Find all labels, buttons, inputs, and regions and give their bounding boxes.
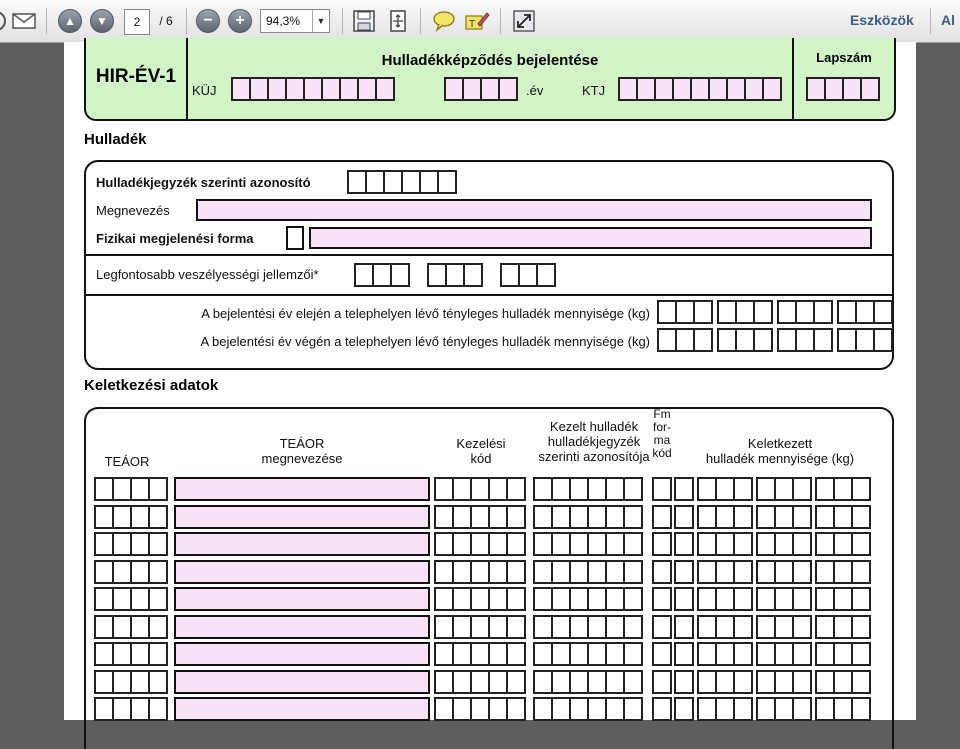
chevron-down-icon: ▼ [312, 10, 329, 32]
qty-field-3[interactable] [815, 697, 869, 721]
form-code-field[interactable] [652, 670, 670, 694]
page-number-input[interactable] [124, 9, 150, 35]
sign-link[interactable]: Al [941, 12, 955, 28]
col-fm-line: Fm [653, 407, 671, 421]
qty-sign-field[interactable] [674, 560, 692, 584]
teaor-code-field[interactable] [94, 587, 166, 611]
col-fm-line: for- [653, 420, 671, 434]
form-header [84, 38, 896, 121]
hazard-field-1[interactable] [354, 263, 408, 287]
qty-field-2[interactable] [756, 615, 810, 639]
form-code-field[interactable] [652, 560, 670, 584]
qty-field-1[interactable] [697, 670, 751, 694]
qty-field-1[interactable] [697, 505, 751, 529]
teaor-code-field[interactable] [94, 642, 166, 666]
treated-id-field[interactable] [533, 477, 641, 501]
treated-id-field[interactable] [533, 642, 641, 666]
col-handling-line: Kezelési [456, 436, 506, 451]
waste-name-label: Megnevezés [96, 203, 170, 218]
comment-icon[interactable] [432, 9, 456, 33]
pdf-toolbar [0, 0, 960, 43]
toolbar-separator [930, 8, 931, 34]
qty-sign-field[interactable] [674, 642, 692, 666]
form-code-field[interactable] [652, 505, 670, 529]
treated-id-field[interactable] [533, 532, 641, 556]
treated-id-field[interactable] [533, 670, 641, 694]
tools-link[interactable]: Eszközök [850, 12, 914, 28]
teaor-name-input[interactable] [174, 560, 430, 584]
qty-field-3[interactable] [815, 532, 869, 556]
col-treated-line: hulladékjegyzék [547, 434, 641, 449]
physical-form-input[interactable] [309, 227, 872, 249]
generation-table [84, 407, 894, 749]
handling-code-field[interactable] [434, 697, 524, 721]
table-row [86, 642, 892, 666]
waste-id-field[interactable] [347, 170, 455, 194]
qty-field-2[interactable] [756, 642, 810, 666]
col-teaor-name [174, 436, 430, 466]
col-fm-line: ma [653, 433, 671, 447]
qty-field-1[interactable] [697, 560, 751, 584]
qty-field-1[interactable] [697, 697, 751, 721]
waste-section-title: Hulladék [84, 131, 147, 148]
toolbar-separator [420, 8, 421, 34]
page-number-value: 2 [133, 15, 141, 29]
treated-id-field[interactable] [533, 587, 641, 611]
form-code-field[interactable] [652, 477, 670, 501]
teaor-code-field[interactable] [94, 505, 166, 529]
page-number-label: Lapszám [816, 50, 872, 65]
kuj-label: KÜJ [192, 83, 217, 98]
col-teaor: TEÁOR [104, 454, 150, 469]
form-title: Hulladékképződés bejelentése [381, 52, 599, 69]
waste-box [84, 160, 894, 370]
qty-field-3[interactable] [815, 560, 869, 584]
end-qty-field[interactable] [657, 328, 891, 352]
hazard-field-2[interactable] [427, 263, 481, 287]
waste-divider [86, 254, 892, 256]
qty-field-2[interactable] [756, 532, 810, 556]
qty-field-3[interactable] [815, 505, 869, 529]
qty-sign-field[interactable] [674, 670, 692, 694]
col-teaor-name-line: TEÁOR [279, 436, 325, 451]
ktj-field[interactable] [618, 77, 780, 101]
page-number-field[interactable] [806, 77, 878, 101]
physical-form-code[interactable] [286, 226, 304, 250]
waste-divider [86, 294, 892, 296]
teaor-name-input[interactable] [174, 697, 430, 721]
col-treated-line: Kezelt hulladék [549, 419, 639, 434]
handling-code-field[interactable] [434, 642, 524, 666]
form-code-field[interactable] [652, 587, 670, 611]
qty-field-3[interactable] [815, 670, 869, 694]
generation-section-title: Keletkezési adatok [84, 377, 219, 394]
toolbar-separator [186, 8, 187, 34]
qty-field-2[interactable] [756, 697, 810, 721]
teaor-name-input[interactable] [174, 505, 430, 529]
form-code-field[interactable] [652, 615, 670, 639]
handling-code-field[interactable] [434, 477, 524, 501]
table-row [86, 505, 892, 529]
toolbar-separator [46, 8, 47, 34]
teaor-code-field[interactable] [94, 615, 166, 639]
ktj-label: KTJ [582, 83, 606, 98]
col-treated-id [526, 419, 662, 464]
table-row [86, 477, 892, 501]
mail-icon[interactable] [12, 9, 36, 33]
table-row [86, 532, 892, 556]
qty-sign-field[interactable] [674, 505, 692, 529]
fullscreen-icon[interactable] [512, 9, 536, 33]
qty-field-3[interactable] [815, 477, 869, 501]
form-code-field[interactable] [652, 532, 670, 556]
header-divider [186, 38, 188, 119]
teaor-name-input[interactable] [174, 615, 430, 639]
zoom-select[interactable] [260, 9, 330, 33]
highlight-icon[interactable] [464, 9, 490, 33]
qty-field-1[interactable] [697, 532, 751, 556]
teaor-name-input[interactable] [174, 477, 430, 501]
teaor-code-field[interactable] [94, 697, 166, 721]
page-down-icon[interactable]: ▼ [90, 9, 114, 33]
treated-id-field[interactable] [533, 505, 641, 529]
zoom-out-icon[interactable]: − [196, 9, 220, 33]
physical-form-label: Fizikai megjelenési forma [96, 231, 254, 246]
handling-code-field[interactable] [434, 532, 524, 556]
qty-sign-field[interactable] [674, 615, 692, 639]
table-row [86, 670, 892, 694]
form-code-field[interactable] [652, 697, 670, 721]
teaor-name-input[interactable] [174, 670, 430, 694]
qty-sign-field[interactable] [674, 697, 692, 721]
col-quantity [682, 436, 878, 466]
start-qty-label: A bejelentési év elején a telephelyen lévő tényleges hulladék mennyisége (kg) [201, 306, 650, 321]
table-row [86, 587, 892, 611]
handling-code-field[interactable] [434, 560, 524, 584]
col-form-code [650, 408, 674, 460]
table-row [86, 697, 892, 721]
form-code: HIR-ÉV-1 [95, 66, 177, 87]
teaor-code-field[interactable] [94, 477, 166, 501]
treated-id-field[interactable] [533, 615, 641, 639]
waste-name-input[interactable] [196, 199, 872, 221]
year-field[interactable] [444, 77, 516, 101]
treated-id-field[interactable] [533, 560, 641, 584]
zoom-in-icon[interactable]: + [228, 9, 252, 33]
col-teaor-name-line: megnevezése [261, 451, 343, 466]
handling-code-field[interactable] [434, 670, 524, 694]
qty-field-2[interactable] [756, 587, 810, 611]
handling-code-field[interactable] [434, 587, 524, 611]
handling-code-field[interactable] [434, 615, 524, 639]
year-label: .év [526, 83, 544, 98]
qty-field-2[interactable] [756, 560, 810, 584]
teaor-code-field[interactable] [94, 670, 166, 694]
col-handling-code [436, 436, 526, 466]
qty-field-1[interactable] [697, 587, 751, 611]
zoom-value: 94,3% [266, 14, 301, 28]
pdf-page [64, 42, 916, 720]
table-row [86, 560, 892, 584]
form-code-field[interactable] [652, 642, 670, 666]
col-treated-line: szerinti azonosítója [538, 449, 650, 464]
kuj-field[interactable] [231, 77, 393, 101]
toolbar-separator [342, 8, 343, 34]
teaor-code-field[interactable] [94, 560, 166, 584]
qty-sign-field[interactable] [674, 532, 692, 556]
qty-sign-field[interactable] [674, 587, 692, 611]
page-total: / 6 [159, 14, 173, 28]
hazard-field-3[interactable] [500, 263, 554, 287]
qty-field-1[interactable] [697, 477, 751, 501]
teaor-name-input[interactable] [174, 587, 430, 611]
qty-field-3[interactable] [815, 642, 869, 666]
page-up-icon[interactable]: ▲ [58, 9, 82, 33]
col-fm-line: kód [652, 446, 672, 460]
svg-text:T: T [469, 19, 476, 30]
qty-field-2[interactable] [756, 505, 810, 529]
fit-page-icon[interactable] [386, 9, 410, 33]
col-qty-line: Keletkezett [747, 436, 813, 451]
qty-field-1[interactable] [697, 642, 751, 666]
teaor-name-input[interactable] [174, 642, 430, 666]
col-qty-line: hulladék mennyisége (kg) [705, 451, 855, 466]
qty-field-2[interactable] [756, 477, 810, 501]
handling-code-field[interactable] [434, 505, 524, 529]
hazard-label: Legfontosabb veszélyességi jellemzői* [96, 267, 319, 282]
waste-id-label: Hulladékjegyzék szerinti azonosító [96, 175, 311, 190]
table-row [86, 615, 892, 639]
treated-id-field[interactable] [533, 697, 641, 721]
cut-icon[interactable] [0, 9, 8, 33]
save-icon[interactable] [352, 9, 376, 33]
start-qty-field[interactable] [657, 300, 891, 324]
qty-field-3[interactable] [815, 615, 869, 639]
qty-field-3[interactable] [815, 587, 869, 611]
qty-field-2[interactable] [756, 670, 810, 694]
toolbar-separator [500, 8, 501, 34]
end-qty-label: A bejelentési év végén a telephelyen lévő tényleges hulladék mennyisége (kg) [200, 334, 650, 349]
col-handling-line: kód [470, 451, 492, 466]
teaor-name-input[interactable] [174, 532, 430, 556]
qty-sign-field[interactable] [674, 477, 692, 501]
qty-field-1[interactable] [697, 615, 751, 639]
teaor-code-field[interactable] [94, 532, 166, 556]
